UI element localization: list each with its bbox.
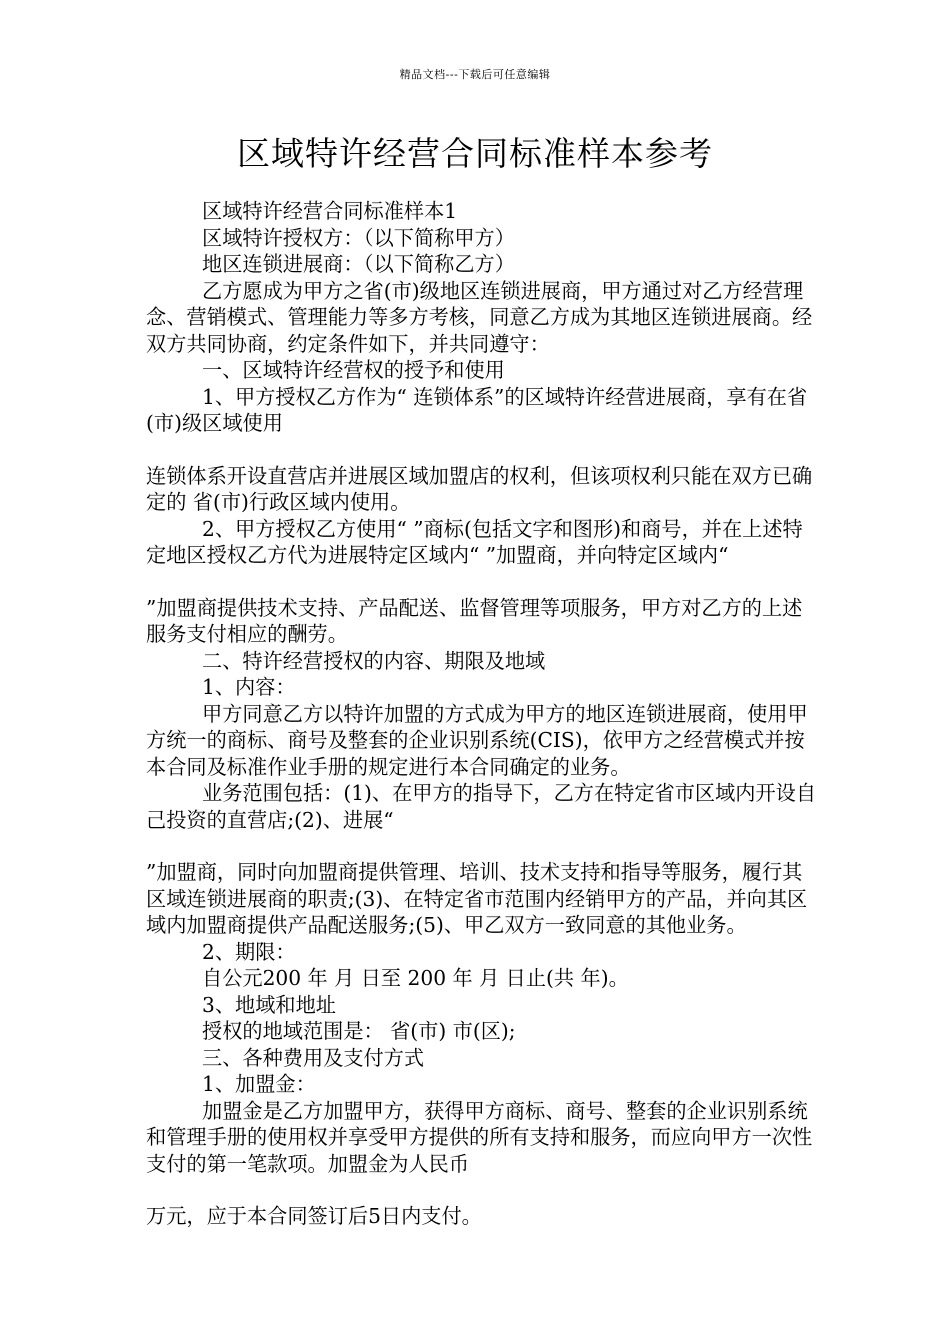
paragraph: 自公元200 年 月 日至 200 年 月 日止(共 年)。 [202,966,629,990]
paragraph: 授权的地域范围是： 省(市) 市(区); [202,1019,516,1043]
section-heading: 二、特许经营授权的内容、期限及地域 [202,648,546,673]
paragraph: ”加盟商，同时向加盟商提供管理、培训、技术支持和指导等服务，履行其区域连锁进展商的职责;(3)、在特定省市范围内经销甲方的产品，并向其区域内加盟商提供产品配送服务;(5)、甲乙双方一致同意的其他业务。 [146,860,808,937]
paragraph: 区域特许授权方：（以下简称甲方） [202,225,515,250]
section-heading: 一、区域特许经营权的授予和使用 [202,358,505,382]
paragraph: 区域特许经营合同标准样本1 [202,199,458,223]
paragraph: 万元，应于本合同签订后5日内支付。 [146,1204,482,1228]
document-body [146,198,818,1230]
paragraph: 1、甲方授权乙方作为“ 连锁体系”的区域特许经营进展商，享有在省(市)级区域使用 [146,384,808,435]
paragraph: 业务范围包括：(1)、在甲方的指导下，乙方在特定省市区域内开设自己投资的直营店;(2)、进展“ [146,781,817,832]
paragraph: 加盟金是乙方加盟甲方，获得甲方商标、商号、整套的企业识别系统和管理手册的使用权并享受甲方提供的所有支持和服务，而应向甲方一次性支付的第一笔款项。加盟金为人民币 [146,1098,813,1176]
paragraph: 1、加盟金： [202,1072,316,1096]
section-heading: 三、各种费用及支付方式 [202,1045,425,1070]
paragraph: 2、期限： [202,939,296,964]
paragraph: 1、内容： [202,675,296,699]
document-title: 区域特许经营合同标准样本参考 [237,134,713,173]
header-note: 精品文档---下载后可任意编辑 [399,68,551,81]
paragraph: 连锁体系开设直营店并进展区域加盟店的权利，但该项权利只能在双方已确定的 省(市)行政区域内使用。 [146,463,813,514]
paragraph: ”加盟商提供技术支持、产品配送、监督管理等项服务，甲方对乙方的上述服务支付相应的酬劳。 [146,595,803,646]
paragraph: 2、甲方授权乙方使用“ ”商标(包括文字和图形)和商号，并在上述特定地区授权乙方代为进展特定区域内“ ”加盟商，并向特定区域内“ [146,516,803,567]
paragraph: 3、地域和地址 [202,992,336,1017]
paragraph: 甲方同意乙方以特许加盟的方式成为甲方的地区连锁进展商，使用甲方统一的商标、商号及整套的企业识别系统(CIS)，依甲方之经营模式并按本合同及标准作业手册的规定进行本合同确定的业务。 [146,701,808,779]
paragraph: 地区连锁进展商：（以下简称乙方） [202,252,515,276]
paragraph: 乙方愿成为甲方之省(市)级地区连锁进展商，甲方通过对乙方经营理念、营销模式、管理能力等多方考核，同意乙方成为其地区连锁进展商。经双方共同协商，约定条件如下，并共同遵守： [146,278,813,356]
